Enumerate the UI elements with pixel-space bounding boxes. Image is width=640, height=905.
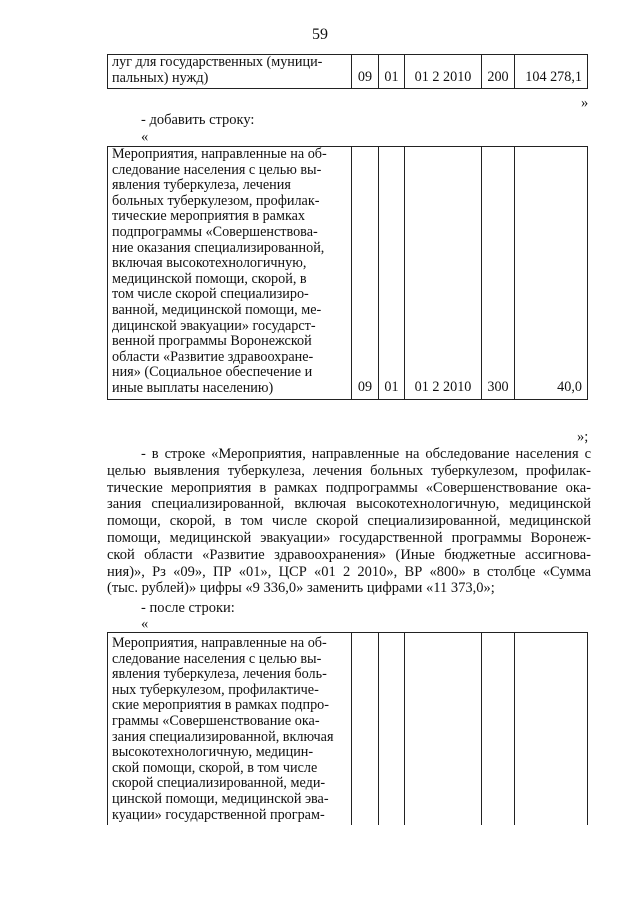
paragraph-line: помощи, скорой, в том числе скорой специализированной, медицинской (107, 513, 591, 530)
table-row (108, 55, 588, 89)
row-description (108, 55, 352, 89)
table-row (108, 147, 588, 400)
description-line: ской помощи, скорой, в том числе (112, 759, 318, 776)
description-line: области «Развитие здравоохране- (112, 348, 314, 365)
description-line: подпрограммы «Совершенствова- (112, 223, 318, 240)
row-description (108, 147, 352, 400)
budget-table-row-3 (107, 632, 588, 825)
vr-cell (482, 633, 515, 826)
row-description (108, 633, 352, 826)
instruction-add-row: - добавить строку: (141, 112, 255, 128)
rz-cell (352, 633, 379, 826)
opening-quote: « (141, 129, 149, 145)
sum-cell: 104 278,1 (515, 55, 588, 89)
pr-cell: 01 (379, 55, 405, 89)
closing-quote: » (581, 95, 589, 111)
paragraph-line: ния)», Рз «09», ПР «01», ЦСР «01 2 2010», ВР «800» в столбце «Сумма (107, 563, 591, 580)
closing-quote: »; (577, 429, 589, 445)
table-row (108, 633, 588, 826)
vr-cell: 200 (482, 55, 515, 89)
paragraph-line: зания специализированной, включая высокотехнологичную, медицинской (107, 496, 591, 513)
description-line: пальных) нужд) (112, 69, 209, 86)
description-line: том числе скорой специализиро- (112, 286, 309, 303)
instruction-after-row: - после строки: (141, 600, 235, 616)
paragraph-line: ской области «Развитие здравоохранения» (Иные бюджетные ассигнова- (107, 546, 591, 563)
vr-cell: 300 (482, 147, 515, 400)
description-line: ния» (Социальное обеспечение и (112, 364, 313, 381)
pr-cell: 01 (379, 147, 405, 400)
csr-cell (405, 633, 482, 826)
budget-table-row-2 (107, 146, 588, 400)
description-line: граммы «Совершенствование ока- (112, 712, 320, 729)
paragraph-line: (тыс. рублей)» цифры «9 336,0» заменить цифрами «11 373,0»; (107, 580, 495, 597)
paragraph-line: помощи, медицинской эвакуации» государственной программы Воронеж- (107, 529, 591, 546)
description-line: высокотехнологичную, медицин- (112, 744, 314, 761)
description-line: цинской помощи, медицинской эва- (112, 790, 329, 807)
description-line: дицинской эвакуации» государст- (112, 317, 316, 334)
description-line: ванной, медицинской помощи, ме- (112, 301, 322, 318)
description-line: медицинской помощи, скорой, в (112, 270, 307, 287)
budget-table-row-1 (107, 54, 588, 89)
csr-cell: 01 2 2010 (405, 55, 482, 89)
description-line: венной программы Воронежской (112, 333, 312, 350)
description-line: ных туберкулезом, профилактиче- (112, 681, 319, 698)
description-line: ние оказания специализированной, (112, 239, 325, 256)
rz-cell: 09 (352, 147, 379, 400)
pr-cell (379, 633, 405, 826)
description-line: ские мероприятия в рамках подпро- (112, 697, 329, 714)
description-line: следование населения с целью вы- (112, 650, 322, 667)
paragraph-line: тические мероприятия в рамках подпрограммы «Совершенствование ока- (107, 479, 591, 496)
csr-cell: 01 2 2010 (405, 147, 482, 400)
description-line: включая высокотехнологичную, (112, 255, 307, 272)
description-line: Мероприятия, направленные на об- (112, 146, 327, 162)
paragraph-line: - в строке «Мероприятия, направленные на обследование населения с (141, 446, 591, 462)
description-line: иные выплаты населению) (112, 379, 274, 396)
description-line: тические мероприятия в рамках (112, 208, 306, 225)
description-line: явления туберкулеза, лечения боль- (112, 666, 327, 683)
sum-cell: 40,0 (515, 147, 588, 400)
description-line: луг для государственных (муници- (112, 54, 323, 70)
sum-cell (515, 633, 588, 826)
description-line: больных туберкулезом, профилак- (112, 192, 320, 209)
description-line: зания специализированной, включая (112, 728, 334, 745)
description-line: скорой специализированной, меди- (112, 775, 326, 792)
rz-cell: 09 (352, 55, 379, 89)
amendment-paragraph (107, 446, 591, 597)
opening-quote: « (141, 616, 149, 632)
paragraph-line: целью выявления туберкулеза, лечения больных туберкулезом, профилак- (107, 462, 591, 479)
description-line: Мероприятия, направленные на об- (112, 635, 327, 651)
description-line: следование населения с целью вы- (112, 161, 322, 178)
description-line: куации» государственной програм- (112, 806, 325, 823)
page-number: 59 (312, 26, 328, 43)
description-line: явления туберкулеза, лечения (112, 177, 291, 194)
